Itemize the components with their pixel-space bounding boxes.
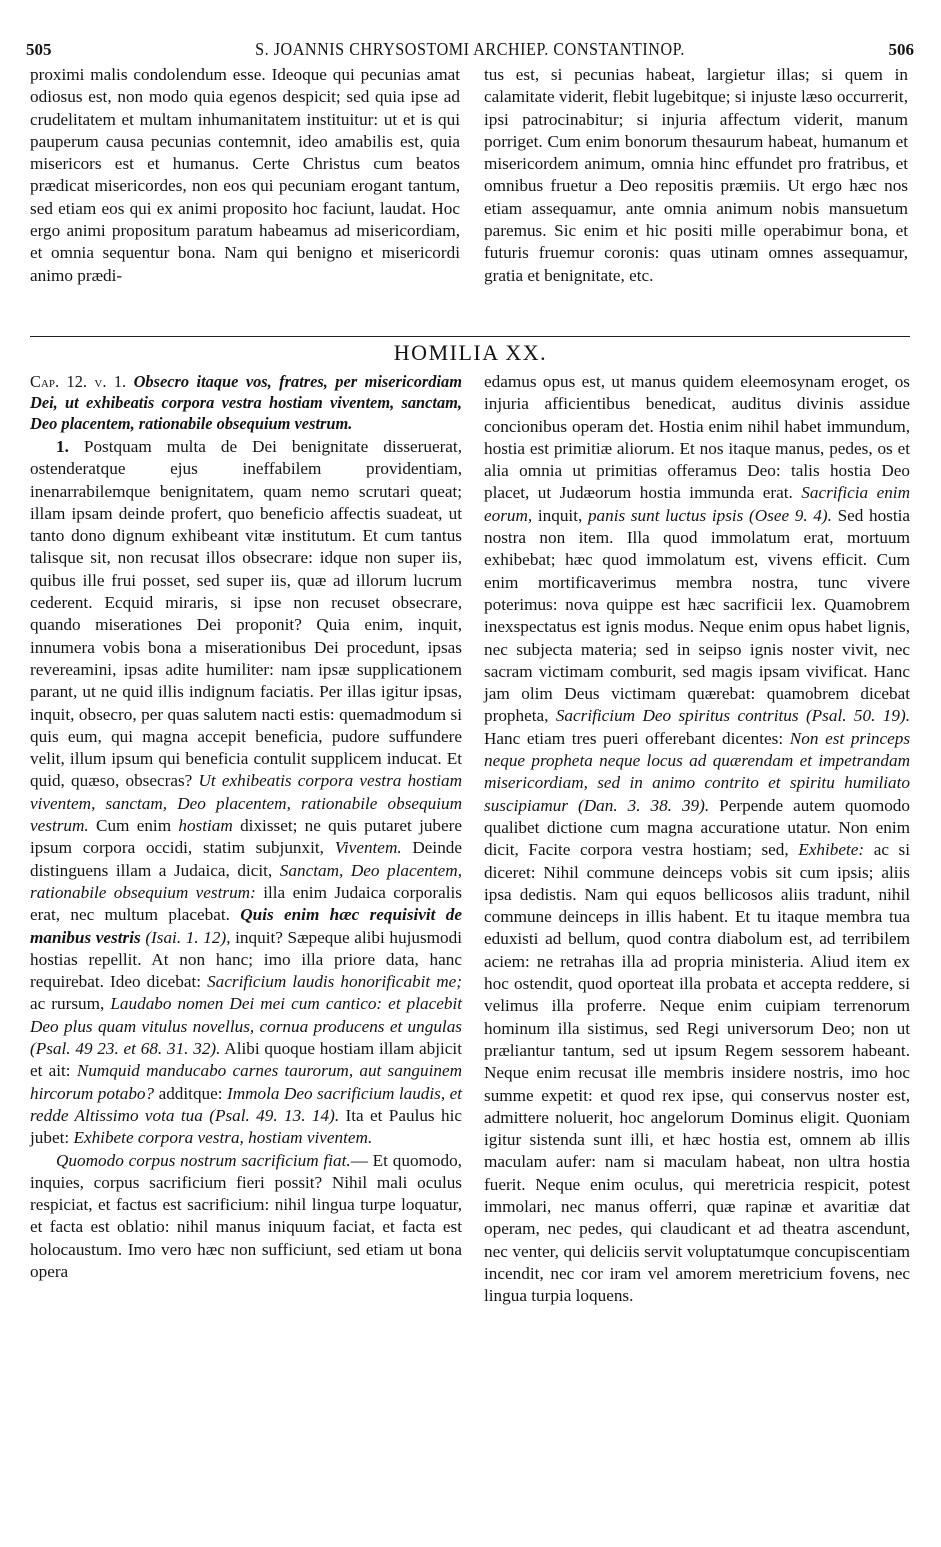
homily-right-column bbox=[484, 371, 910, 1307]
text-run: ac si diceret: Nihil commune deinceps vobis sit cum ipsis; aliis ipsa dedistis. Nam qui equos bellicosos aliis tradunt, nihil commune deinceps in illis habent. Et tu itaque membra tua eduxisti ad bellum, quod contra diabolum est, ad terribilem aciem: ne retrahas illa ad propria ministeria. Aliud item ex hoc ostendit, quod oporteat illa probata et accepta reddere, si velimus illa proferre. Neque enim cuipiam terrenorum hominum illa sistimus, sed Regi universorum Deo; non ut præliantur tantum, sed ut ipsum Regem sessorem habeant. Neque enim recusat ille membris insidere nostris, imo hoc summe expetit: et quod rex ipse, qui conservus noster est, admittere noluerit, hoc angelorum Dominus eligit. Quoniam igitur sistenda sunt illi, et hæc hostia est, omnem ab illis maculam aufer: nam si maculam habeat, non ultra hostia fuerit. Neque enim oculus, qui meretricia respicit, potest immolari, nec manus offerri, quæ rapinæ et avaritiæ dat operam, nec pedes, qui claudicant et ad theatra ascendunt, nec venter, qui deliciis servit voluptatumque concupiscentiam incendit, nec cor iram vel amorem meretricium fovens, nec lingua turpia loquens. bbox=[484, 840, 910, 1306]
quotation: Sacrificium Deo spiritus contritus bbox=[555, 706, 799, 726]
running-header bbox=[20, 36, 920, 64]
quotation: Numquid manducabo carnes taurorum, aut sanguinem hircorum potabo? bbox=[30, 1061, 463, 1103]
page-number-left: 505 bbox=[26, 40, 52, 59]
top-right-column bbox=[484, 64, 908, 287]
paragraph-2 bbox=[30, 1150, 462, 1284]
text-run: Postquam multa de Dei benignitate disseruerat, ostenderatque ejus ineffabilem providentiam, inenarrabilemque benignitatem, quam nemo scrutari queat; illam ipsam deinde profert, quo beneficio affectis suadeat, ut tanto dono dignum exhibeant vitæ institutum. Et cum tantus talisque sit, non recusat illos obsecrare: idque non super iis, quibus ille frui posset, sed super iis, quæ ad illorum lucrum cederent. Ecquid miraris, si ipse non recuset obsecrare, quando miserationes Dei proponit? Quia enim, inquit, innumera vobis bona a miserationibus Dei procedunt, ipsas revereamini, ipsas adite humiliter: nam ipsæ supplicationem parant, ut ne quid illis indignum faciatis. Per illas igitur ipsas, inquit, obsecro, per quas salutem nacti estis: quemadmodum si quis eum, qui magna accepit beneficia, pudore suffundere velit, illum ipsum qui beneficia contulit supplicem inducat. Et quid, quæso, obsecras? bbox=[30, 437, 463, 791]
quotation: Ut exhibeatis corpora vestra hostiam viventem, sanctam, Deo placentem, rationabile obsequium vestrum. bbox=[30, 771, 462, 836]
quotation: Sacrificium laudis honorificabit me; bbox=[207, 972, 462, 992]
quotation: Quis enim hæc requisivit de manibus vestris bbox=[30, 905, 463, 947]
text-run: inquit? Sæpeque alibi hujusmodi hostias repellit. At non hanc; imo illa priore data, hanc requirebat. Ideo dicebat: bbox=[30, 927, 463, 992]
lemma-text: Obsecro itaque vos, fratres, per misericordiam Dei, ut exhibeatis corpora vestra hostiam viventem, sanctam, Deo placentem, rationabile obsequium vestrum. bbox=[30, 372, 462, 433]
continuation-text-left: proximi malis condolendum esse. Ideoque qui pecunias amat odiosus est, non modo quia egenos despicit; sed quia ipse ad crudelitatem et multam inhumanitatem instituitur: ut et is qui pauperum causa pecunias contemnit, ideo amabilis est, quia misericors est et humanus. Certe Christus cum beatos prædicat misericordes, non eos qui pecuniam erogant tantum, sed etiam eos qui ex animi proposito hoc faciunt, laudat. Hoc ergo animi propositum paratum habeamus ad misericordiam, et omnia sequentur bona. Nam qui benigno et misericordi animo prædi- bbox=[30, 65, 460, 285]
quotation: panis sunt luctus ipsis bbox=[587, 505, 744, 525]
citation: (Dan. 3. 38. 39). bbox=[578, 795, 710, 815]
citation: (Psal. 50. 19). bbox=[805, 706, 910, 726]
paragraph-number: 1. bbox=[56, 437, 69, 456]
text-run: edamus opus est, ut manus quidem eleemosynam eroget, os injuria afficientibus benedicat, auditus divinis assidue concionibus operam det. Hostia enim nihil habet immundum, hostia est primitiæ aliorum. Et nos itaque manus, pedes, os et alia omnia ut primitias offeramus Deo: talis hostia Deo placet, ut Judæorum hostia immunda erat. bbox=[484, 372, 910, 503]
marginal-subheading: Quomodo corpus nostrum sacrificium fiat. bbox=[56, 1150, 351, 1170]
homily-title: HOMILIA XX. bbox=[393, 340, 548, 365]
top-left-column bbox=[30, 64, 460, 287]
section-divider bbox=[30, 336, 910, 337]
text-run: ac rursum, bbox=[30, 994, 105, 1014]
text-run: — Et quomodo, inquies, corpus sacrificium fieri possit? Nihil mali oculus respiciat, et factus est sacrificium: nihil lingua turpe loquatur, et facta est oblatio: nihil manus iniquum faciat, et facta est holocaustum. Imo vero hæc non sufficiunt, sed etiam ut bona opera bbox=[30, 1150, 462, 1281]
quotation: Viventem. bbox=[334, 838, 402, 858]
continuation-text-right: tus est, si pecunias habeat, largietur illas; si quem in calamitate viderit, flebit lugebitque; si injuste læso occurrerit, ipsi patrocinabitur; si injuria affectum viderit, manum porriget. Cum enim bonorum thesaurum habeat, humanum et misericordem animum, omnia hinc effundet pro fratribus, et omnibus fruetur a Deo repositis præmiis. Ut ergo hæc nos etiam assequamur, ante omnia animum nobis mansuetum paremus. Sic enim et hic positi mille operabimur bona, et futuris fruemur coronis: quas utinam omnes assequamur, gratia et benignitate, etc. bbox=[484, 65, 908, 285]
quotation: hostiam bbox=[178, 816, 233, 836]
page-number-right: 506 bbox=[888, 40, 914, 59]
citation: (Osee 9. 4). bbox=[749, 505, 832, 525]
text-run: Cum enim bbox=[96, 816, 172, 836]
text-run: Hanc etiam tres pueri offerebant dicentes: bbox=[484, 728, 784, 748]
paragraph-1 bbox=[30, 436, 462, 1150]
citation: (Isai. 1. 12), bbox=[145, 927, 231, 947]
lemma-reference: Cap. 12. v. 1. bbox=[30, 372, 127, 391]
scripture-lemma bbox=[30, 371, 462, 434]
quotation: Non est princeps neque propheta neque locus ad quærendam et impetrandam misericordiam, sed in animo contrito et spiritu humiliato suscipiamur bbox=[484, 728, 911, 815]
text-run: dixisset; ne quis putaret jubere ipsum corpora occidi, statim subjunxit, bbox=[30, 816, 463, 858]
text-run: Deinde distinguens illam a Judaica, dicit, bbox=[30, 838, 463, 880]
text-run: inquit, bbox=[537, 505, 583, 525]
running-title: S. JOANNIS CHRYSOSTOMI ARCHIEP. CONSTANTINOP. bbox=[255, 39, 685, 59]
paragraph-continued bbox=[484, 371, 910, 1307]
homily-left-column bbox=[30, 371, 462, 1283]
quotation: Laudabo nomen Dei mei cum cantico: et placebit Deo plus quam vitulus novellus, cornua producens et ungulas bbox=[30, 994, 463, 1036]
text-run: Ita et Paulus hic jubet: bbox=[30, 1105, 462, 1148]
quotation: Exhibete corpora vestra, hostiam viventem. bbox=[73, 1128, 373, 1148]
text-run: Alibi quoque hostiam illam abjicit et ait: bbox=[30, 1039, 462, 1081]
citation: (Psal. 49. 13. 14). bbox=[209, 1105, 340, 1125]
quotation: Sanctam, Deo placentem, rationabile obsequium vestrum: bbox=[30, 860, 462, 902]
quotation: Immola Deo sacrificium laudis, et redde Altissimo vota tua bbox=[30, 1083, 462, 1125]
text-run: Sed hostia nostra non item. Illa quod immolatum erat, mortuum exhibebat; hæc quod immolatum est, vivens efficit. Cum enim mortificaverimus membra nostra, tunc vivere poterimus: nova quippe est hæc sacrificii lex. Quamobrem inexspectatus est ignis modus. Neque enim opus habet lignis, nec subjecta materia; sed in seipso ignis noster vivit, nec sacram victimam comburit, sed magis ipsam vivificat. Hanc jam olim Deus victimam quærebat: quamobrem dicebat propheta, bbox=[484, 505, 911, 726]
text-run: Perpende autem quomodo qualibet dictione cum magna accuratione utatur. Non enim dicit, Facite corpora vestra hostiam; sed, bbox=[484, 795, 910, 860]
quotation: Exhibete: bbox=[798, 840, 865, 860]
text-run: additque: bbox=[158, 1083, 223, 1103]
citation: (Psal. 49 23. et 68. 31. 32). bbox=[30, 1039, 221, 1059]
text-run: illa enim Judaica corporalis erat, nec multum placebat. bbox=[30, 882, 462, 925]
quotation: Sacrificia enim eorum, bbox=[484, 483, 910, 525]
